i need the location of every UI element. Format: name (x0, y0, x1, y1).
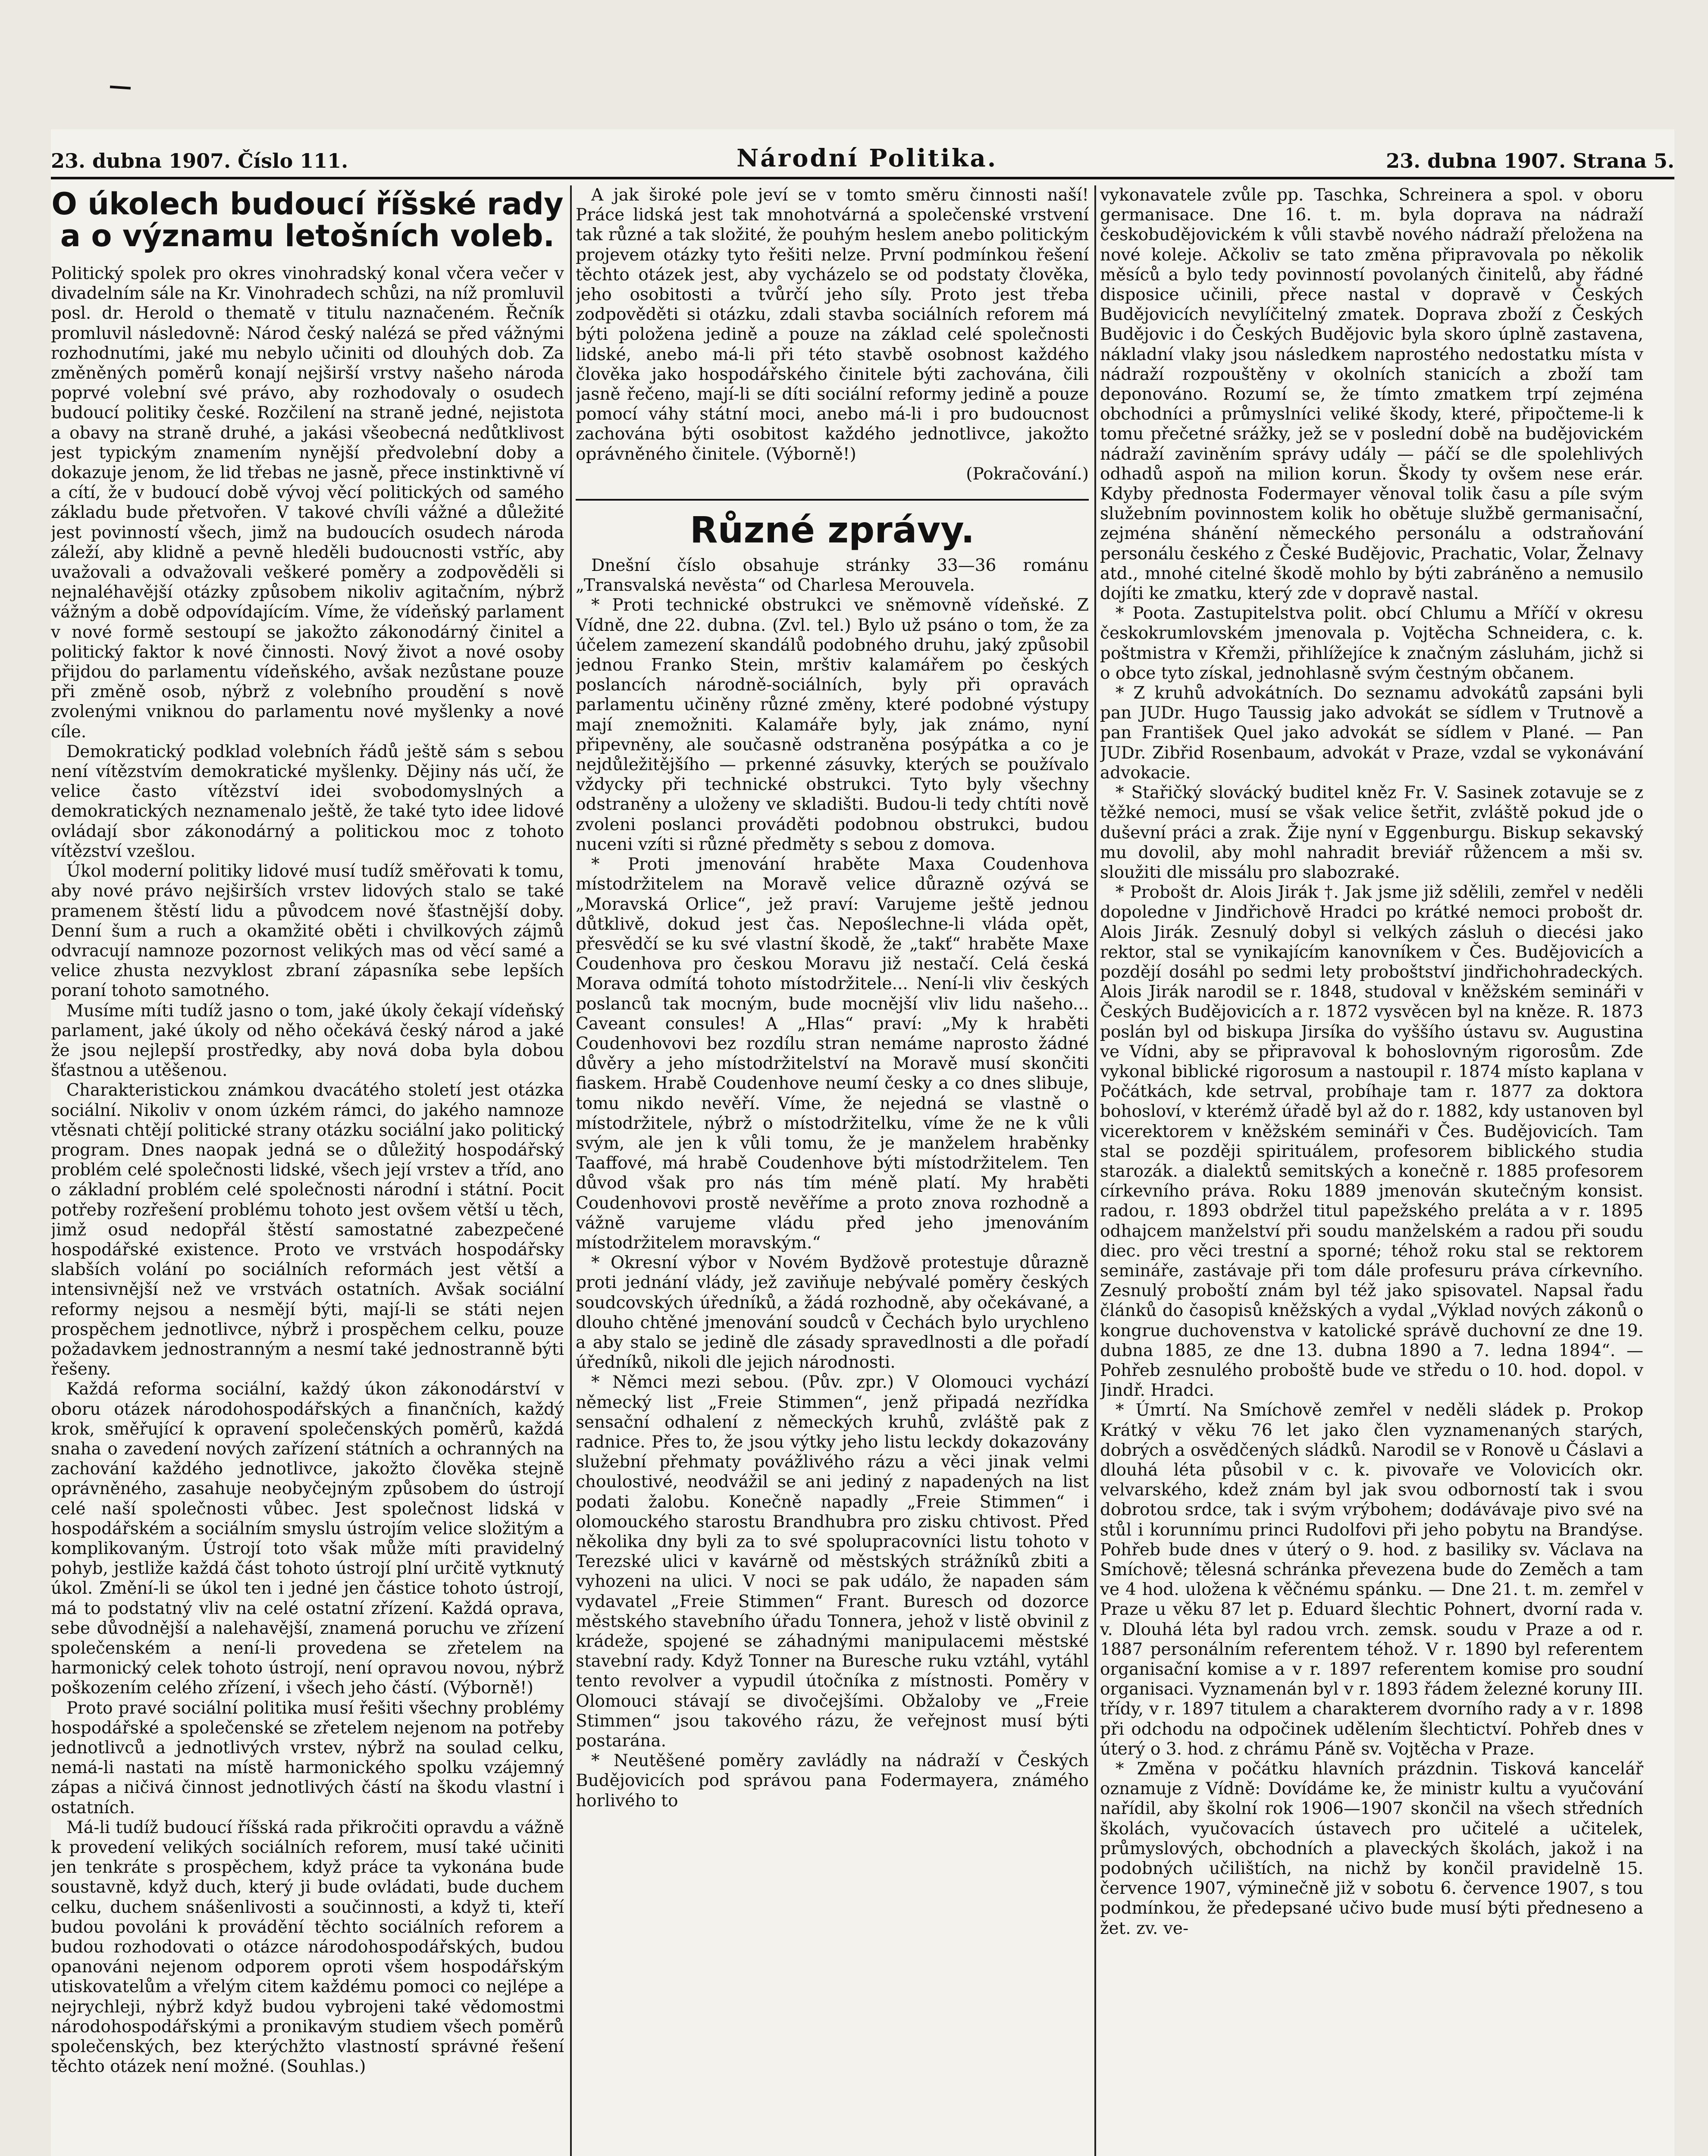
news-item: * Z kruhů advokátních. Do seznamu advokátů zapsáni byli pan JUDr. Hugo Taussig jako advokát se sídlem v Trutnově a pan František Quel jako advokát se sídlem v Plané. — Pan JUDr. Zibřid Rosenbaum, advokát v Praze, vzdal se vykonávání advokacie. (1100, 683, 1643, 783)
news-item: * Stařičký slovácký buditel kněz Fr. V. Sasinek zotavuje se z těžké nemoci, musí se však velice šetřit, zvláště pokud jde o duševní práci a zrak. Žije nyní v Eggenburgu. Biskup sekavský mu dovolil, aby mohl nahradit breviář růžencem a mši sv. sloužiti dle missálu pro slabozraké. (1100, 783, 1643, 882)
article-paragraph: Úkol moderní politiky lidové musí tudíž směřovati k tomu, aby nové právo nejširších vrstev lidových stalo se také pramenem štěstí lidu a původcem nové šťastnější doby. Denní šum a ruch a okamžité oběti i chvilkových zájmů odvracují namnoze pozornost velikých mas od věcí samé a velice zhusta nezvyklost zbraní zápasníka sebe lepších poraní tohoto samotného. (51, 862, 564, 1001)
article-paragraph: Charakteristickou známkou dvacátého století jest otázka sociální. Nikoliv v onom úzkém rámci, do jakého namnoze vtěsnati chtějí politické strany otázku sociální jako politický program. Dnes naopak jedná se o důležitý hospodářský problém celé společnosti lidské, všech její vrstev a tříd, ano o základní problém celé společnosti národní i státní. Pocit potřeby rozřešení problému tohoto jest ovšem větší u těch, jimž osud nedopřál štěstí samostatné zabezpečené hospodářské existence. Proto ve vrstvách hospodářsky slabších volání po sociálních reformách jest větší a intensivnější než ve vrstvách ostatních. Avšak sociální reformy nejsou a nesmějí býti, mají-li se státi nejen prospěchem jednotlivce, nýbrž i prospěchem celku, pouze požadavkem jednostranným a nesmí také jednostranně býti řešeny. (51, 1081, 564, 1379)
article-paragraph: A jak široké pole jeví se v tomto směru činnosti naší! Práce lidská jest tak mnohotvárná a společenské vrstvení tak různé a tak složité, že pouhým heslem anebo politickým projevem otázky tyto řešiti nelze. První podmínkou řešení těchto otázek jest, aby vycházelo se od podstaty člověka, jeho osobitosti a tvůrčí jeho síly. Proto jest třeba zodpověděti si otázku, zdali stavba sociálních reforem má býti položena jedině a pouze na základ celé společnosti lidské, anebo má-li při této stavbě osobnost každého člověka jako hospodářského činitele býti zachována, čili jasně řečeno, mají-li se díti sociální reformy jedině a pouze pomocí váhy státní moci, anebo má-li i pro budoucnost zachována býti osobitost každého jednotlivce, jakožto oprávněného činitele. (Výborně!) (576, 185, 1089, 464)
page-header (51, 129, 1674, 172)
article-paragraph: Proto pravé sociální politika musí řešiti všechny problémy hospodářské a společenské se zřetelem nejenom na potřeby jednotlivců a jednotlivých vrstev, nýbrž na soulad celku, nemá-li nastati na místě harmonického spolku vzájemný zápas a ničivá činnost jednotlivých částí na škodu vlastní i ostatních. (51, 1698, 564, 1818)
masthead: Národní Politika. (736, 144, 998, 172)
column-1 (51, 185, 564, 2156)
news-item: * Probošt dr. Alois Jirák †. Jak jsme již sdělili, zemřel v neděli dopoledne v Jindřichově Hradci po krátké nemoci probošt dr. Alois Jirák. Zesnulý dobyl si velkých zásluh o diecési jako rektor, stal se vynikajícím kanovníkem v Čes. Budějovicích a pozdějí dosáhl po sedmi lety proboštství jindřichohradeckých. Alois Jirák narodil se r. 1848, studoval v kněžském semináři v Českých Budějovicích a r. 1872 vysvěcen byl na kněze. R. 1873 poslán byl od biskupa Jirsíka do vyššího ústavu sv. Augustina ve Vídni, aby se připravoval k bohoslovným rigorosům. Zde vykonal biblické rigorosum a nastoupil r. 1874 místo kaplana v Počátkách, kde setrval, probíhaje tam r. 1877 za doktora bohosloví, v kterémž úřadě byl až do r. 1882, kdy ustanoven byl vicerektorem v kněžském semináři v Čes. Budějovicích. Tam stal se později spirituálem, profesorem biblického studia starozák. a dialektů semitských a konečně r. 1885 profesorem církevního práva. Roku 1889 jmenován skutečným konsist. radou, r. 1893 obdržel titul papežského preláta a v r. 1895 odhajcem manželství při soudu manželském a radou při soudu diec. pro věci trestní a sporné; téhož roku stal se rektorem semináře, zastávaje při tom dále profesuru práva církevního. Zesnulý proboští znám byl též jako spisovatel. Napsal řadu článků do časopisů kněžských a vydal „Výklad nových zákonů o kongrue duchovenstva v katolické správě duchovní ze dne 19. dubna 1885, ze dne 13. dubna 1890 a 7. ledna 1894“. — Pohřeb zesnulého proboště bude ve středu o 10. hod. dopol. v Jindř. Hradci. (1100, 883, 1643, 1401)
article-paragraph: Demokratický podklad volebních řádů ještě sám s sebou není vítězstvím demokratické myšlenky. Dějiny nás učí, že velice často vítězství idei svobodomyslných a demokratických neznamenalo ještě, že také tyto idee lidové ovládají sbor zákonodárný a politickou moc z tohoto vítězství vzešlou. (51, 742, 564, 861)
column-3 (1100, 185, 1643, 2156)
news-item: * Úmrtí. Na Smíchově zemřel v neděli sládek p. Prokop Krátký v věku 76 let jako člen vyznamenaných starých, dobrých a osvědčených sládků. Narodil se v Ronově u Čáslavi a dlouhá léta působil v c. k. pivovaře ve Volovicích okr. velvarského, kdež znám byl jak svou odborností tak i svou dobrotou srdce, tak i svým vrýbohem; dodávávaje pivo své na stůl i korunnímu princi Rudolfovi při jeho pobytu na Brandýse. Pohřeb bude dnes v úterý o 9. hod. z basiliky sv. Václava na Smíchově; tělesná schránka převezena bude do Zeměch a tam ve 4 hod. uložena k věčnému spánku. — Dne 21. t. m. zemřel v Praze u věku 87 let p. Eduard šlechtic Pohnert, dvorní rada v. v. Dlouhá léta byl radou vrch. zemsk. soudu v Praze a od r. 1887 personálním referentem téhož. V r. 1890 byl referentem organisační komise a v r. 1897 referentem komise pro soudní organisaci. Vyznamenán byl v r. 1893 řádem železné koruny III. třídy, v r. 1897 titulem a charakterem dvorního rady a v r. 1898 při odchodu na odpočinek udělením šlechtictví. Pohřeb dnes v úterý o 3. hod. z chrámu Páně sv. Vojtěcha v Praze. (1100, 1401, 1643, 1759)
column-divider (1094, 185, 1096, 2156)
article-paragraph: Politický spolek pro okres vinohradský konal včera večer v divadelním sále na Kr. Vinohradech schůzi, na níž promluvil posl. dr. Herold o thematě v titulu naznačeném. Řečník promluvil následovně: Národ český nalézá se před vážnými rozhodnutími, jaké mu nebylo učiniti od dlouhých dob. Za změněných poměrů konají nejširší vrstvy našeho národa poprvé volební své právo, aby rozhodovaly o osudech budoucí politiky české. Rozčilení na straně jedné, nejistota a obavy na straně druhé, a jakási všeobecná nedůtklivost jest typickým znamením nynější předvolební doby a dokazuje jenom, že lid třebas ne jasně, přece instinktivně ví a cítí, že v budoucí době vývoj věcí politických od samého základu bude přetvořen. V takové chvíli vážné a důležité jest povinností všech, jimž na budoucích osudech národa záleží, aby klidně a pevně hleděli budoucnosti vstříc, aby uvažovali a odvažovali veškeré poměry a zodpověděli si nejnaléhavější otázky způsobem nikoliv agitačním, nýbrž vážným a době odpovídajícím. Víme, že vídeňský parlament v nové formě sestoupí se jakožto zákonodárný činitel a politický faktor k nové činnosti. Nový život a nové osoby přijdou do parlamentu vídeňského, avšak nezůstane pouze při změně osob, nýbrž z volebního proudění s nově zvolenými vniknou do parlamentu nové myšlenky a nové cíle. (51, 264, 564, 742)
news-item: * Němci mezi sebou. (Pův. zpr.) V Olomouci vychází německý list „Freie Stimmen“, jenž připadá nezřídka sensační odhalení z německých kruhů, zvláště pak z radnice. Přes to, že jsou výtky jeho listu leckdy dokazovány služební přehmaty povážlivého rázu a věci jinak velmi choulostivé, neodvážil se ani jediný z napadených na list podati žalobu. Konečně napadly „Freie Stimmen“ i olomouckého starostu Brandhubra pro zisku chtivost. Před několika dny byli za to své spolupracovníci listu tohoto v Terezské ulici v kavárně od městských strážníků zbiti a vyhozeni na ulici. V noci se pak událo, že napaden sám vydavatel „Freie Stimmen“ Frant. Buresch od dozorce městského stavebního úřadu Tonnera, jehož v listě obvinil z krádeže, spojené se záhadnými manipulacemi městské stavební rady. Když Tonner na Bureschе ruku vztáhl, vytáhl tento revolver a vypudil útočníka z místnosti. Poměry v Olomouci stávají se divočejšími. Obžaloby ve „Freie Stimmen“ jsou takového rázu, že veřejnost musí býti postarána. (576, 1373, 1089, 1751)
news-item: * Neutěšené poměry zavládly na nádraží v Českých Budějovicích pod správou pana Fodermayera, známého horlivého to (576, 1751, 1089, 1811)
news-item: * Proti jmenování hraběte Maxa Coudenhova místodržitelem na Moravě velice důrazně ozývá se „Moravská Orlice“, jež praví: Varujeme ještě jednou důtklivě, dokud jest čas. Nepoślechne-li vláda opět, přesvědčí se ku své vlastní škodě, že „takť“ hraběte Maxe Coudenhova pro českou Moravu již nestačí. Celá česká Morava odmítá tohoto místodržitele... Není-li vliv českých poslanců tak mocným, bude mocnější vliv lidu našeho... Caveant consules! A „Hlas“ praví: „My k hraběti Coudenhovovi bez rozdílu stran nemáme naprosto žádné důvěry a jeho místodržitelství na Moravě musí skončiti fiaskem. Hrabě Coudenhove neumí česky a co dnes slibuje, tomu nikdo nevěří. Víme, že nejedná se vlastně o místodržitele, nýbrž o místodržitelku, víme že ne k vůli svým, ale jen k vůli tomu, že je manželem hraběnky Taaffové, má hrabě Coudenhove býti místodržitelem. Ten důvod však pro nás tím méně platí. My hraběti Coudenhovovi prostě nevěříme a proto znova rozhodně a vážně varujeme vládu před jeho jmenováním místodržitelem moravským.“ (576, 855, 1089, 1253)
scan-mark (110, 85, 131, 89)
news-item: * Poota. Zastupitelstva polit. obcí Chlumu a Mříčí v okresu českokrumlovském jmenovala p. Vojtěcha Schneidera, c. k. poštmistra v Křemži, přihlížejíce k značným zásluhám, jichž si o obce tyto získal, jednohlasně svým čestným občanem. (1100, 604, 1643, 683)
section-intro: Dnešní číslo obsahuje stránky 33—36 románu „Transvalská nevěsta“ od Charlesa Merouvela. (576, 556, 1089, 595)
issue-date: 23. dubna 1907. Číslo 111. (51, 149, 348, 172)
news-item: * Okresní výbor v Novém Bydžově protestuje důrazně proti jednání vlády, jež zaviňuje nebývalé poměry českých soudcovských úředníků, a žádá rozhodně, aby očekávané, a dlouho chtěné jmenování soudců v Čechách bylo urychleno a aby stalo se jedině dle zásady spravedlnosti a dle pořadí úředníků, nikoli dle jejich národnosti. (576, 1253, 1089, 1373)
news-item: * Proti technické obstrukci ve sněmovně vídeňské. Z Vídně, dne 22. dubna. (Zvl. tel.) Bylo už psáno o tom, že za účelem zamezení skandálů podobného druhu, jaký způsobil jednou Franko Stein, mrštiv kalamářem po českých poslancích národně-sociálních, byly při opravách parlamentu učiněny různé změny, které podobné výstupy mají znemožniti. Kalamáře byly, jak známo, nyní připevněny, ale současně odstraněna posýpátka a co je nejdůležitějšího — prkenné zásuvky, kterých se používalo vždycky při technické obstrukci. Tyto byly všechny odstraněny a uloženy ve skladišti. Budou-li tedy chtíti nově zvoleni poslanci prováděti podobnou obstrukci, budou nuceni vzíti si různé předměty s sebou z domova. (576, 595, 1089, 854)
article-headline: O úkolech budoucí říšské rady a o významu letošních voleb. (51, 186, 564, 254)
article-paragraph: Musíme míti tudíž jasno o tom, jaké úkoly čekají vídeňský parlament, jaké úkoly od něho očekává český národ a jaké že jsou nejlepší prostředky, aby nová doba byla dobou šťastnou a utěšenou. (51, 1001, 564, 1081)
article-paragraph: Má-li tudíž budoucí říšská rada přikročiti opravdu a vážně k provedení velikých sociálních reforem, musí také učiniti jen tenkráte s prospěchem, když práce ta vykonána bude soustavně, když duch, který ji bude ovládati, bude duchem celku, duchem snášenlivosti a součinnosti, a když ti, kteří budou povoláni k provádění těchto sociálních reforem a budou rozhodovati o otázce národohospodářských, budou opanováni nejenom odporem oproti všem hospodářským utiskovatelům a vřelým citem každému pomoci co nejlépe a nejrychleji, nýbrž když budou vybrojeni také vědomostmi národohospodářskými a pronikavým studiem všech poměrů společenských, bez kterýchžto vlastností správné řešení těchto otázek není možné. (Souhlas.) (51, 1818, 564, 2077)
news-item: vykonavatele zvůle pp. Taschka, Schreinera a spol. v oboru germanisace. Dne 16. t. m. byla doprava na nádraží českobudějovickém k vůli stavbě nového nádraží přeložena na nové koleje. Ačkoliv se tato změna připravovala po několik měsíců a bylo tedy povinností povolaných činitelů, aby řádné disposice učinili, přece nastal v dopravě v Českých Budějovicích nevylíčitelný zmatek. Doprava zboží z Českých Budějovic i do Českých Budějovic byla skoro úplně zastavena, nákladní vlaky jsou následkem naprostého nedostatku místa v nádraží rozpouštěny v okolních stanicích a zboží tam deponováno. Rozumí se, že tímto zmatkem trpí zejména obchodníci a průmyslníci veliké škody, které, připočteme-li k tomu přečetné srážky, jež se v poslední době na budějovickém nádraží zaviněním správy udály — páčí se dle spolehlivých odhadů aspoň na milion korun. Škody ty ovšem nese erár. Kdyby přednosta Fodermayer věnoval tolik času a píle svým služebním povinnostem kolik ho obětuje službě germanisační, zejména shánění německého personálu a odstraňování personálu českého z České Budějovic, Prachatic, Volar, Želnavy atd., mnohé citelné škodě mohlo by býti zabráněno a nemusilo dojíti ke zmatku, který zde v dopravě nastal. (1100, 185, 1643, 604)
column-2 (576, 185, 1089, 2156)
header-rule (51, 177, 1674, 179)
section-title: Různé zprávy. (576, 499, 1089, 552)
continuation-note: (Pokračování.) (966, 464, 1089, 484)
article-paragraph: Každá reforma sociální, každý úkon zákonodárství v oboru otázek národohospodářských a finančních, každý krok, směřující k opravení společenských poměrů, každá snaha o zavedení nových zařízení státních a ochranných na zachování každého jednotlivce, jakožto člověka stejně oprávněného, zasahuje neobyčejným způsobem do ústrojí celé naší společnosti vůbec. Jest společnost lidská v hospodářském a sociálním smyslu ústrojím velice složitým a komplikovaným. Ústrojí toto však může míti pravidelný pohyb, jestliže každá část tohoto ústrojí plní určitě vytknutý úkol. Změní-li se úkol ten i jedné jen částice tohoto ústrojí, má to podstatný vliv na celé ostatní zřízení. Každá oprava, sebe důvodnější a nalehavější, znamená poruchu ve zřízení společenském a není-li provedena se zřetelem na harmonický celek tohoto ústrojí, není opravou novou, nýbrž poškozením celého zřízení, i všech jeho částí. (Výborně!) (51, 1379, 564, 1698)
news-item: * Změna v počátku hlavních prázdnin. Tisková kancelář oznamuje z Vídně: Dovídáme ke, že ministr kultu a vyučování nařídil, aby školní rok 1906—1907 skončil na všech středních školách, vyučovacích ústavech pro učitelé a učitelek, průmyslových, obchodních a plaveckých školách, jakož i na podobných učilištích, na nichž by končil pravidelně 15. července 1907, výminečně již v sobotu 6. července 1907, s tou podmínkou, že předepsané učivo bude musí býti předneseno a žet. zv. ve- (1100, 1759, 1643, 1938)
column-divider (570, 185, 572, 2156)
page-number: 23. dubna 1907. Strana 5. (1386, 149, 1674, 172)
